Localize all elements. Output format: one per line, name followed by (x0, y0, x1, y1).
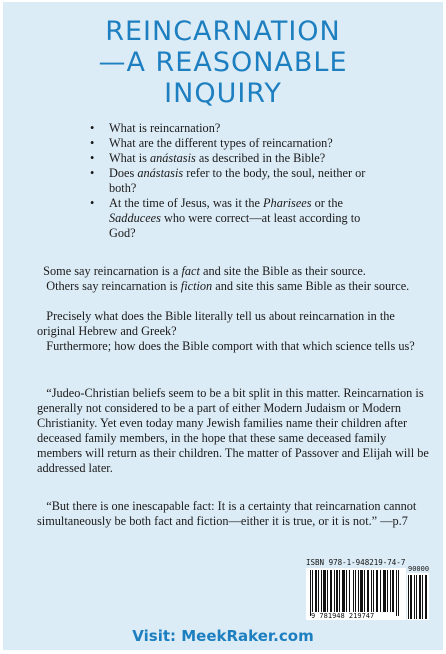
question-item: • At the time of Jesus, was it the Pharisees or the Sadducees who were correct—at least according to God? (87, 196, 387, 241)
paragraph-fact: Some say reincarnation is a fact and site the Bible as their source. (43, 264, 366, 278)
title-line-3: INQUIRY (164, 78, 282, 109)
question-item: • Does anástasis refer to the body, the soul, neither or both? (87, 166, 387, 196)
barcode-number: 9 781948 219747 (311, 612, 375, 620)
isbn-label: ISBN 978-1-948219-74-7 (306, 558, 406, 567)
title-line-2: —A REASONABLE (98, 47, 348, 78)
paragraph-fiction: Others say reincarnation is fiction and site this same Bible as their source. (46, 279, 410, 293)
quote-inescapable-fact: “But there is one inescapable fact: It is a certainty that reincarnation cannot simultaneously be both fact and fiction—either it is true, or it is not.” —p.7 (37, 499, 417, 528)
back-cover (3, 2, 443, 650)
title-line-1: REINCARNATION (105, 16, 341, 47)
isbn-barcode (306, 558, 429, 618)
paragraph-original-languages: Precisely what does the Bible literally tell us about reincarnation in the original Hebrew and Greek? (37, 309, 395, 338)
paragraph-science: Furthermore; how does the Bible comport with that which science tells us? (46, 339, 415, 353)
question-item: • What is reincarnation? (87, 121, 387, 136)
barcode-addon-number: 90000 (408, 565, 430, 573)
website-link[interactable]: Visit: MeekRaker.com (132, 627, 314, 645)
question-list (87, 121, 387, 241)
barcode-addon-bars (407, 573, 429, 620)
question-item: • What are the different types of reincarnation? (87, 136, 387, 151)
question-item: • What is anástasis as described in the Bible? (87, 151, 387, 166)
quote-judeo-christian: “Judeo-Christian beliefs seem to be a bit split in this matter. Reincarnation is generally not considered to be a part of either Modern Judaism or Modern Christianity. Yet even today many Jewish families name their children after deceased family members, in the hope that these same deceased family members will return as their children. The matter of Passover and Elijah will be addressed later. (37, 386, 429, 475)
